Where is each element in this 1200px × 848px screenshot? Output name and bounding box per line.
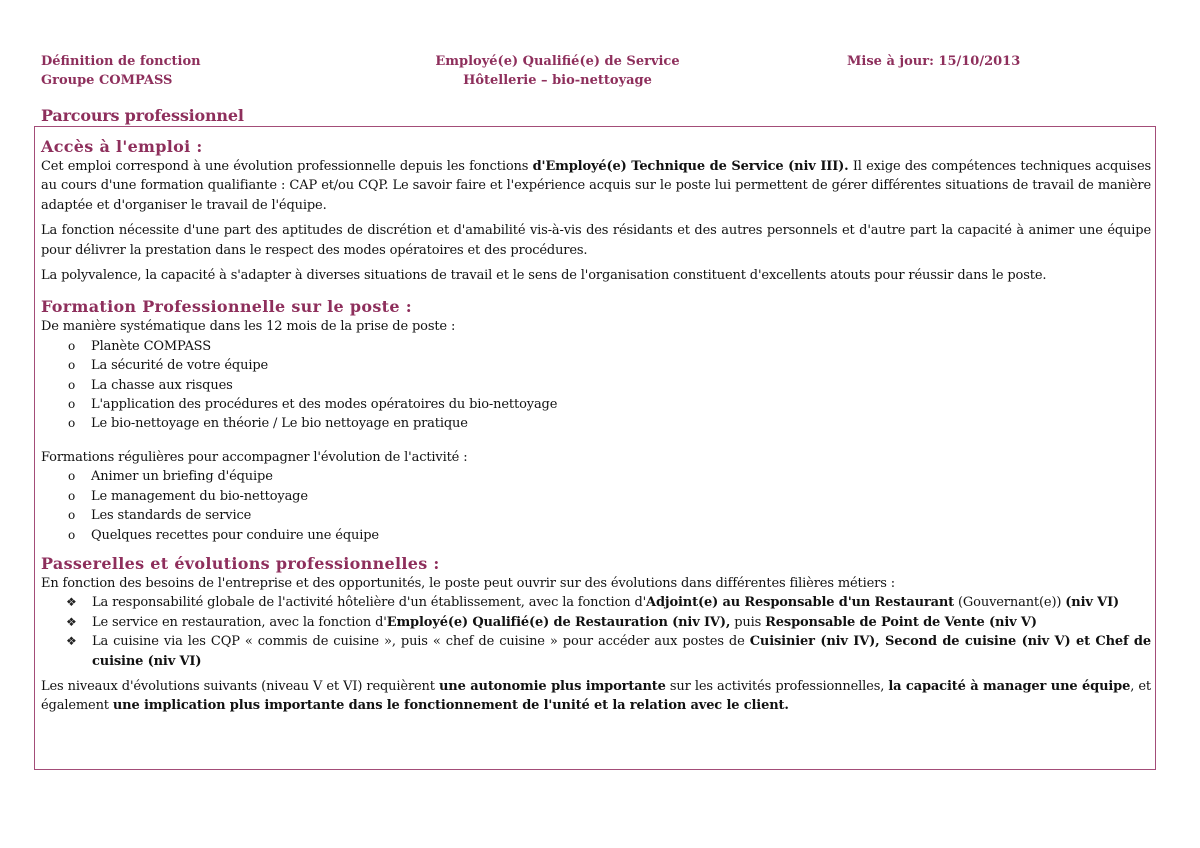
acces-paragraph-3: La polyvalence, la capacité à s'adapter à diverses situations de travail et le sens de l'organisation constituent d'excellents atouts pour réussir dans le poste. (41, 268, 1047, 284)
passerelles-list (41, 593, 1151, 671)
circle-bullet-icon: o (68, 416, 76, 431)
emphasis: une autonomie plus importante (439, 678, 666, 694)
text: La cuisine via les CQP « commis de cuisine », puis « chef de cuisine » pour accéder aux postes de (92, 634, 750, 650)
formation-intro-1: De manière systématique dans les 12 mois de la prise de poste : (41, 319, 456, 335)
list-item (41, 487, 1151, 506)
text: , et également (41, 678, 1151, 714)
list-item (41, 526, 1151, 545)
section-formation (41, 297, 1151, 544)
list-item (41, 506, 1151, 525)
company-name: Groupe COMPASS (41, 73, 173, 88)
list-item-text: Le management du bio-nettoyage (91, 488, 308, 504)
list-item-text: Les standards de service (91, 508, 252, 524)
list-item (41, 356, 1151, 375)
section-title-formation: Formation Professionnelle sur le poste : (41, 297, 412, 317)
formation-intro-2: Formations régulières pour accompagner l'évolution de l'activité : (41, 449, 468, 465)
list-item-text: Planète COMPASS (91, 338, 211, 354)
acces-paragraph-2: La fonction nécessite d'une part des aptitudes de discrétion et d'amabilité vis-à-vis des résidants et des autres personnels et d'autre part la capacité à animer une équipe pour délivrer la prestation dans le respect des modes opératoires et des procédures. (41, 223, 1151, 258)
list-item-text: Animer un briefing d'équipe (91, 469, 273, 485)
text: Le service en restauration, avec la fonction d' (92, 614, 387, 630)
emphasis: la capacité à manager une équipe (888, 678, 1131, 694)
text: sur les activités professionnelles, (665, 678, 889, 694)
diamond-bullet-icon: ❖ (66, 634, 77, 649)
section-title-acces: Accès à l'emploi : (41, 137, 203, 156)
list-item-text: Le bio-nettoyage en théorie / Le bio nettoyage en pratique (91, 416, 468, 432)
list-item-text: La sécurité de votre équipe (91, 358, 269, 374)
circle-bullet-icon: o (68, 527, 76, 542)
circle-bullet-icon: o (68, 469, 76, 484)
circle-bullet-icon: o (68, 377, 76, 392)
emphasis: d'Employé(e) Technique de Service (niv III). (532, 159, 849, 174)
content (41, 137, 1151, 716)
list-item-text: La chasse aux risques (91, 377, 233, 393)
emphasis: Adjoint(e) au Responsable d'un Restaurant (646, 595, 955, 611)
doc-type-label: Définition de fonction (41, 54, 201, 69)
section-acces-emploi (41, 137, 1151, 285)
header-center (430, 52, 685, 90)
circle-bullet-icon: o (68, 397, 76, 412)
list-item-text: Quelques recettes pour conduire une équipe (91, 527, 379, 543)
emphasis: Employé(e) Qualifié(e) de Restauration (niv IV), (386, 614, 731, 630)
text: (Gouvernant(e)) (954, 595, 1066, 611)
emphasis: (niv VI) (1065, 595, 1120, 611)
update-date: Mise à jour: 15/10/2013 (847, 54, 1021, 69)
text: Cet emploi correspond à une évolution professionnelle depuis les fonctions (41, 159, 533, 174)
circle-bullet-icon: o (68, 508, 76, 523)
text: puis (730, 614, 766, 630)
job-title: Employé(e) Qualifié(e) de Service (435, 54, 680, 69)
list-item (41, 414, 1151, 433)
circle-bullet-icon: o (68, 358, 76, 373)
list-item (41, 376, 1151, 395)
section-title-passerelles: Passerelles et évolutions professionnelles : (41, 553, 440, 573)
text: Les niveaux d'évolutions suivants (niveau V et VI) requièrent (41, 678, 439, 694)
passerelles-intro: En fonction des besoins de l'entreprise et des opportunités, le poste peut ouvrir sur des évolutions dans différentes filières métiers : (41, 575, 895, 591)
passerelles-conclusion (41, 677, 1151, 716)
formation-list-1 (41, 337, 1151, 434)
text: La responsabilité globale de l'activité hôtelière d'un établissement, avec la fonction d' (92, 595, 647, 611)
formation-list-2 (41, 467, 1151, 545)
diamond-bullet-icon: ❖ (66, 614, 77, 629)
list-item (41, 593, 1151, 612)
list-item (41, 337, 1151, 356)
acces-paragraph-1 (41, 157, 1151, 215)
circle-bullet-icon: o (68, 338, 76, 353)
job-subtitle: Hôtellerie – bio-nettoyage (463, 73, 652, 88)
header-left (41, 52, 201, 90)
emphasis: Responsable de Point de Vente (niv V) (765, 614, 1037, 630)
text: Il exige des compétences techniques acquises au cours d'une formation qualifiante : CAP et/ou CQP. Le savoir faire et l'expérience acquis sur le poste lui permettent de gérer différentes situations de travail de manière adaptée et d'organiser le travail de l'équipe. (41, 159, 1152, 213)
list-item (41, 613, 1151, 632)
circle-bullet-icon: o (68, 488, 76, 503)
emphasis: une implication plus importante dans le fonctionnement de l'unité et la relation avec le client. (112, 698, 789, 714)
list-item (41, 467, 1151, 486)
page-title: Parcours professionnel (41, 106, 244, 125)
list-item (41, 632, 1151, 671)
emphasis: Cuisinier (niv IV), Second de cuisine (niv V) et Chef de cuisine (niv VI) (92, 634, 1151, 669)
list-item (41, 395, 1151, 414)
list-item-text: L'application des procédures et des modes opératoires du bio-nettoyage (91, 397, 558, 413)
section-passerelles (41, 554, 1151, 716)
diamond-bullet-icon: ❖ (66, 595, 77, 610)
